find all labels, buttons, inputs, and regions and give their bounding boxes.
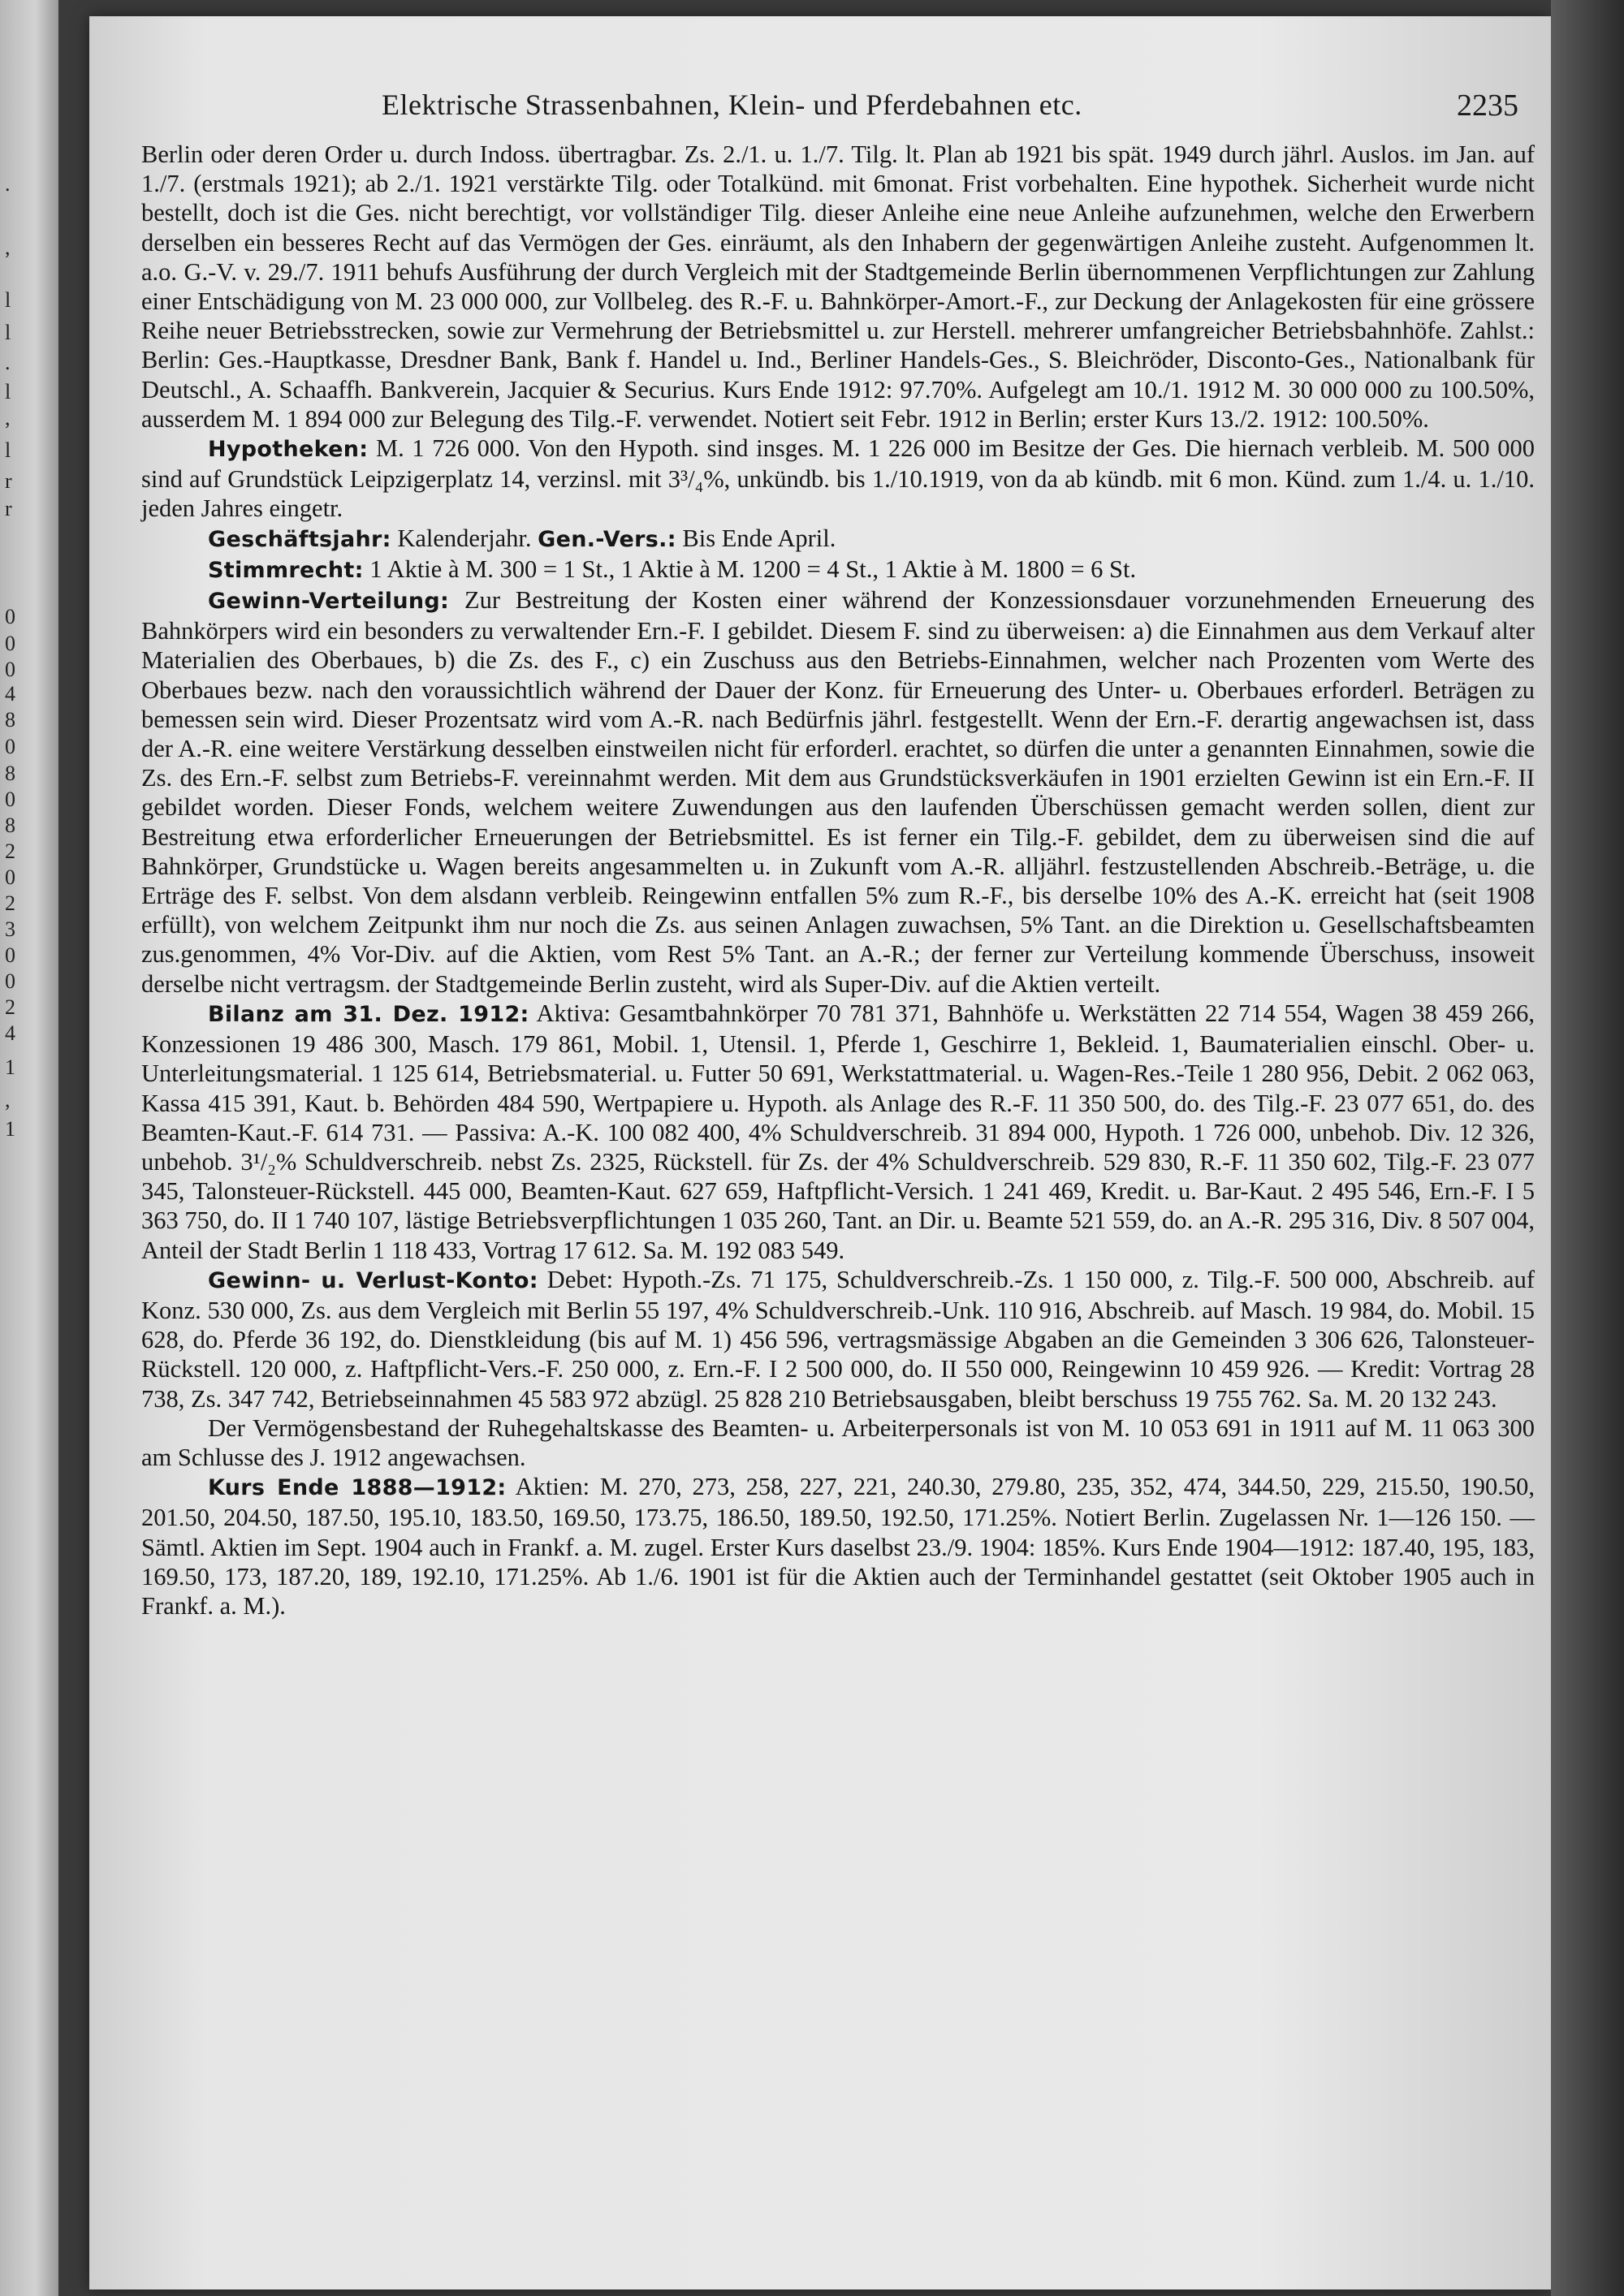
margin-fragment: 0 [5, 969, 15, 993]
paragraph-text: M. 1 726 000. Von den Hypoth. sind insges. M. 1 226 000 im Besitze der Ges. Die hiernach verbleib. M. 500 000 sind auf Grundstück Leipzigerplatz 14, verzinsl. mit 3³/₄%, unkündb. bis 1./10.1919, von da ab kündb. mit 6 mon. Künd. zum 1./4. u. 1./10. jeden Jahres eingetr. [141, 434, 1535, 523]
margin-fragment: 8 [5, 762, 15, 785]
margin-fragment: 4 [5, 1021, 15, 1045]
margin-fragment: , [5, 235, 11, 259]
page-number: 2235 [1457, 88, 1518, 123]
paragraph-hypotheken [141, 434, 1535, 524]
margin-fragment: 0 [5, 632, 15, 655]
paragraph-text: Aktien: M. 270, 273, 258, 227, 221, 240.30, 279.80, 235, 352, 474, 344.50, 229, 215.50, 190.50, 201.50, 204.50, 187.50, 195.10, 183.50, 169.50, 173.75, 186.50, 189.50, 192.50, 171.25%. Notiert Berlin. Zugelassen Nr. 1—126 150. — Sämtl. Aktien im Sept. 1904 auch in Frankf. a. M. zugel. Erster Kurs daselbst 23./9. 1904: 185%. Kurs Ende 1904—1912: 187.40, 195, 183, 169.50, 173, 187.20, 189, 192.10, 171.25%. Ab 1./6. 1901 ist für die Aktien auch der Terminhandel gestattet (seit Oktober 1905 auch in Frankf. a. M.). [141, 1473, 1535, 1620]
section-heading: Gewinn- u. Verlust-Konto: [208, 1267, 538, 1293]
running-title: Elektrische Strassenbahnen, Klein- und Pferdebahnen etc. [382, 88, 1082, 121]
margin-fragment: r [5, 497, 12, 520]
margin-fragment: l [5, 380, 11, 404]
paragraph-bond-terms [141, 140, 1535, 434]
margin-fragment: . [5, 351, 11, 374]
previous-page-edge [0, 0, 58, 2296]
book-page [89, 16, 1551, 2290]
paragraph-text: Bis Ende April. [676, 524, 836, 552]
section-heading: Hypotheken: [208, 437, 369, 463]
margin-fragment: 0 [5, 865, 15, 889]
margin-fragment: 1 [5, 1055, 15, 1079]
section-heading: Bilanz am 31. Dez. 1912: [208, 1001, 529, 1027]
paragraph-text: Der Vermögensbestand der Ruhegehaltskasse des Beamten- u. Arbeiterpersonals ist von M. 10 053 691 in 1911 auf M. 11 063 300 am Schlusse des J. 1912 angewachsen. [141, 1413, 1535, 1471]
section-heading: Geschäftsjahr: [208, 526, 391, 552]
paragraph-geschaeftsjahr [141, 524, 1535, 555]
margin-fragment: l [5, 321, 11, 344]
paragraph-text: Debet: Hypoth.-Zs. 71 175, Schuldverschreib.-Zs. 1 150 000, z. Tilg.-F. 500 000, Abschreib. auf Konz. 530 000, Zs. aus dem Vergleich mit Berlin 55 197, 4% Schuldverschreib.-Unk. 110 916, Abschreib. auf Masch. 19 984, do. Mobil. 15 628, do. Pferde 36 192, do. Dienstkleidung (bis auf M. 1) 456 596, vertragsmässige Abgaben an die Gemeinden 3 306 626, Talonsteuer-Rückstell. 120 000, z. Haftpflicht-Vers.-F. 250 000, z. Ern.-F. I 2 500 000, do. II 550 000, Reingewinn 10 459 926. — Kredit: Vortrag 28 738, Zs. 347 742, Betriebseinnahmen 45 583 972 abzügl. 25 828 210 Betriebsausgaben, bleibt berschuss 19 755 762. Sa. M. 20 132 243. [141, 1265, 1535, 1413]
margin-fragment: 0 [5, 788, 15, 811]
book-gutter-shadow [1551, 0, 1624, 2296]
paragraph-kurs [141, 1472, 1535, 1621]
paragraph-gewinn-verlust [141, 1265, 1535, 1413]
margin-fragment: 0 [5, 658, 15, 681]
margin-fragment: . [5, 172, 11, 196]
margin-fragment: 0 [5, 735, 15, 758]
section-heading: Stimmrecht: [208, 557, 364, 583]
margin-fragment: , [5, 406, 11, 429]
margin-fragment: l [5, 288, 11, 312]
margin-fragment: 0 [5, 605, 15, 628]
margin-fragment: l [5, 438, 11, 462]
margin-fragment: 2 [5, 891, 15, 915]
margin-fragment: 2 [5, 995, 15, 1019]
paragraph-text: 1 Aktie à M. 300 = 1 St., 1 Aktie à M. 1200 = 4 St., 1 Aktie à M. 1800 = 6 St. [363, 555, 1137, 583]
paragraph-gewinn-verteilung [141, 585, 1535, 999]
article-body [141, 140, 1535, 1621]
running-header [138, 88, 1518, 136]
margin-fragment: 2 [5, 839, 15, 863]
paragraph-text: Zur Bestreitung der Kosten einer während der Konzessionsdauer vorzunehmenden Erneuerung des Bahnkörpers wird ein besonders zu verwaltender Ern.-F. I gebildet. Diesem F. sind zu überweisen: a) die Einnahmen aus dem Verkauf alter Materialien des Oberbaues, b) die Zs. des F., c) ein Zuschuss aus den Betriebs-Einnahmen, welcher nach Prozenten vom Werte des Oberbaues bezw. nach den voraussichtlich während der Dauer der Konz. für Erneuerung des Unter- u. Oberbaues erforderl. Beträgen zu bemessen sein wird. Dieser Prozentsatz wird vom A.-R. nach Bedürfnis jährl. festgestellt. Wenn der Ern.-F. derartig angewachsen ist, dass der A.-R. eine weitere Verstärkung desselben einstweilen nicht für erforderl. erachtet, so dürfen die unter a genannten Einnahmen, sowie die Zs. des Ern.-F. selbst zum Betriebs-F. vereinnahmt werden. Mit dem aus Grundstücksverkäufen in 1901 erzielten Gewinn ist ein Ern.-F. II gebildet worden. Dieser Fonds, welchem weitere Zuwendungen aus den laufenden Überschüssen gemacht werden sollen, dient zur Bestreitung etwa erforderlicher Erneuerungen der Betriebsmittel. Es ist ferner ein Tilg.-F. gebildet, dem zu überweisen sind die auf Bahnkörper, Grundstücke u. Wagen bereits angesammelten u. in Zukunft vom A.-R. alljährl. festzustellenden Abschreib.-Beträge, u. die Erträge des F. selbst. Von dem alsdann verbleib. Reingewinn entfallen 5% zum R.-F., bis derselbe 10% des A.-K. erreicht hat (seit 1908 erfüllt), von welchem Zeitpunkt ihm nur noch die Zs. aus seinen Anlagen zuwachsen, 5% Tant. an die Direktion u. Gesellschaftsbeamten zus.genommen, 4% Vor-Div. auf die Aktien, vom Rest 5% Tant. an A.-R.; der ferner zur Verteilung kommende Überschuss, insoweit derselbe nicht vertragsm. der Stadtgemeinde Berlin zusteht, wird als Super-Div. auf die Aktien verteilt. [141, 586, 1535, 998]
paragraph-stimmrecht [141, 555, 1535, 585]
margin-fragment: r [5, 469, 12, 493]
margin-fragment: , [5, 1088, 11, 1111]
margin-fragment: 8 [5, 708, 15, 732]
margin-fragment: 1 [5, 1117, 15, 1141]
margin-fragment: 8 [5, 814, 15, 837]
paragraph-ruhegehaltskasse [141, 1413, 1535, 1472]
section-heading: Gewinn-Verteilung: [208, 589, 450, 615]
margin-fragment: 3 [5, 917, 15, 941]
margin-fragment: 0 [5, 943, 15, 967]
section-heading: Kurs Ende 1888—1912: [208, 1475, 507, 1501]
paragraph-text: Berlin oder deren Order u. durch Indoss. übertragbar. Zs. 2./1. u. 1./7. Tilg. lt. Plan ab 1921 bis spät. 1949 durch jährl. Auslos. im Jan. auf 1./7. (erstmals 1921); ab 2./1. 1921 verstärkte Tilg. oder Totalkünd. mit 6monat. Frist vorbehalten. Eine hypothek. Sicherheit wurde nicht bestellt, doch ist die Ges. nicht berechtigt, vor vollständiger Tilg. dieser Anleihe eine neue Anleihe aufzunehmen, welche den Erwerbern derselben ein besseres Recht auf das Vermögen der Ges. einräumt, als den Inhabern der gegenwärtigen Anleihe zusteht. Aufgenommen lt. a.o. G.-V. v. 29./7. 1911 behufs Ausführung der durch Vergleich mit der Stadtgemeinde Berlin übernommenen Verpflichtungen zur Zahlung einer Entschädigung von M. 23 000 000, zur Vollbeleg. des R.-F. u. Bahnkörper-Amort.-F., zur Deckung der Anlagekosten für eine grössere Reihe neuer Betriebsstrecken, sowie zur Vermehrung der Betriebsmittel u. zur Herstell. mehrerer umfangreicher Betriebsbahnhöfe. Zahlst.: Berlin: Ges.-Hauptkasse, Dresdner Bank, Bank f. Handel u. Ind., Berliner Handels-Ges., S. Bleichröder, Disconto-Ges., Nationalbank für Deutschl., A. Schaaffh. Bankverein, Jacquier & Securius. Kurs Ende 1912: 97.70%. Aufgelegt am 10./1. 1912 M. 30 000 000 zu 100.50%, ausserdem M. 1 894 000 zur Belegung des Tilg.-F. verwendet. Notiert seit Febr. 1912 in Berlin; erster Kurs 13./2. 1912: 100.50%. [141, 140, 1535, 433]
paragraph-bilanz [141, 999, 1535, 1265]
margin-fragment: 4 [5, 682, 15, 706]
section-heading: Gen.-Vers.: [538, 526, 676, 552]
paragraph-text: Aktiva: Gesamtbahnkörper 70 781 371, Bahnhöfe u. Werkstätten 22 714 554, Wagen 38 459 266, Konzessionen 19 486 300, Masch. 179 861, Mobil. 1, Utensil. 1, Pferde 1, Geschirre 1, Bekleid. 1, Baumaterialien einschl. Ober- u. Unterleitungsmaterial. 1 125 614, Betriebsmaterial. u. Futter 50 691, Werkstattmaterial. u. Wagen-Res.-Teile 1 280 956, Debit. 2 062 063, Kassa 415 391, Kaut. b. Behörden 484 590, Wertpapiere u. Hypoth. als Anlage des R.-F. 11 350 500, do. des Tilg.-F. 23 077 651, do. des Beamten-Kaut.-F. 614 731. — Passiva: A.-K. 100 082 400, 4% Schuldverschreib. 31 894 000, Hypoth. 1 726 000, unbehob. Div. 12 326, unbehob. 3¹/₂% Schuldverschreib. nebst Zs. 2325, Rückstell. für Zs. der 4% Schuldverschreib. 529 830, R.-F. 11 350 602, Tilg.-F. 23 077 345, Talonsteuer-Rückstell. 445 000, Beamten-Kaut. 627 659, Haftpflicht-Versich. 1 241 469, Kredit. u. Bar-Kaut. 2 495 546, Ern.-F. I 5 363 750, do. II 1 740 107, lästige Betriebsverpflichtungen 1 035 260, Tant. an Dir. u. Beamte 521 559, do. an A.-R. 295 316, Div. 8 507 004, Anteil der Stadt Berlin 1 118 433, Vortrag 17 612. Sa. M. 192 083 549. [141, 999, 1535, 1264]
paragraph-text: Kalenderjahr. [391, 524, 538, 552]
